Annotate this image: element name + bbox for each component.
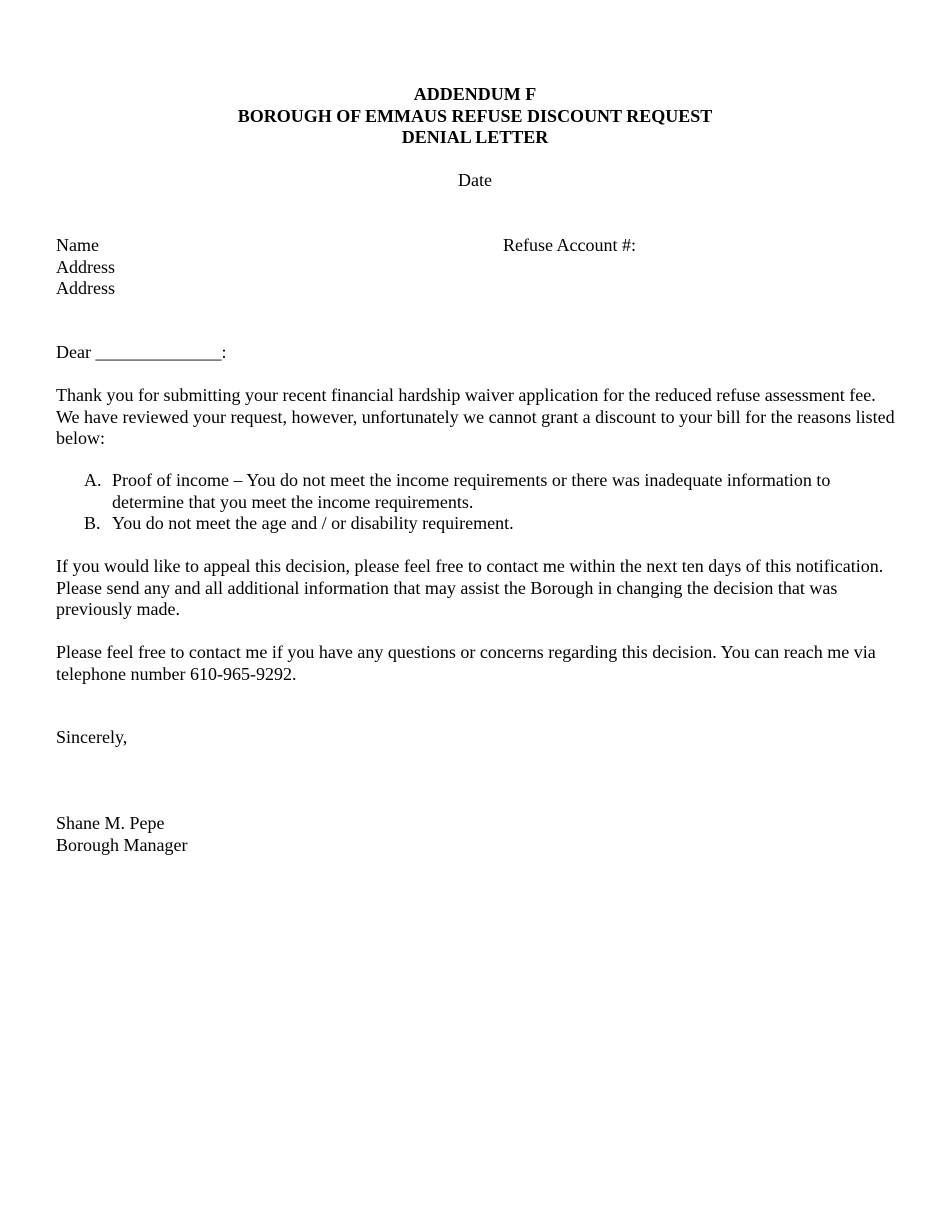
list-item-text: Proof of income – You do not meet the income requirements or there was inadequate information to determine that you meet the income requirements. [112,470,831,512]
heading-addendum: ADDENDUM F [413,84,537,104]
body-paragraph-contact: Please feel free to contact me if you have any questions or concerns regarding this decision. You can reach me via telephone number 610-965-9292. [56,642,876,684]
recipient-name: Name [56,235,99,255]
list-item [84,470,884,513]
reasons-list [84,470,884,535]
document-heading [0,84,950,149]
recipient-address-line: Address [56,278,115,298]
date-field: Date [458,170,492,190]
body-paragraph-appeal: If you would like to appeal this decision, please feel free to contact me within the next ten days of this notification. Please send any and all additional information that may assist the Borough in changing the decision that was previously made. [56,556,884,619]
signature-block [56,813,187,856]
body-paragraph-intro: Thank you for submitting your recent financial hardship waiver application for the reduced refuse assessment fee. We have reviewed your request, however, unfortunately we cannot grant a discount to your bill for the reasons listed below: [56,385,895,448]
heading-title: BOROUGH OF EMMAUS REFUSE DISCOUNT REQUEST [237,105,713,126]
heading-subtitle: DENIAL LETTER [401,127,549,147]
list-item-text: You do not meet the age and / or disability requirement. [112,513,514,533]
refuse-account-label: Refuse Account #: [503,235,636,255]
list-item [84,513,884,535]
recipient-block [56,235,115,300]
signature-name: Shane M. Pepe [56,813,165,833]
list-marker: B. [84,513,101,533]
closing: Sincerely, [56,727,128,747]
salutation: Dear ______________: [56,342,227,362]
signature-title: Borough Manager [56,834,188,855]
list-marker: A. [84,470,102,490]
recipient-address-line: Address [56,256,115,277]
